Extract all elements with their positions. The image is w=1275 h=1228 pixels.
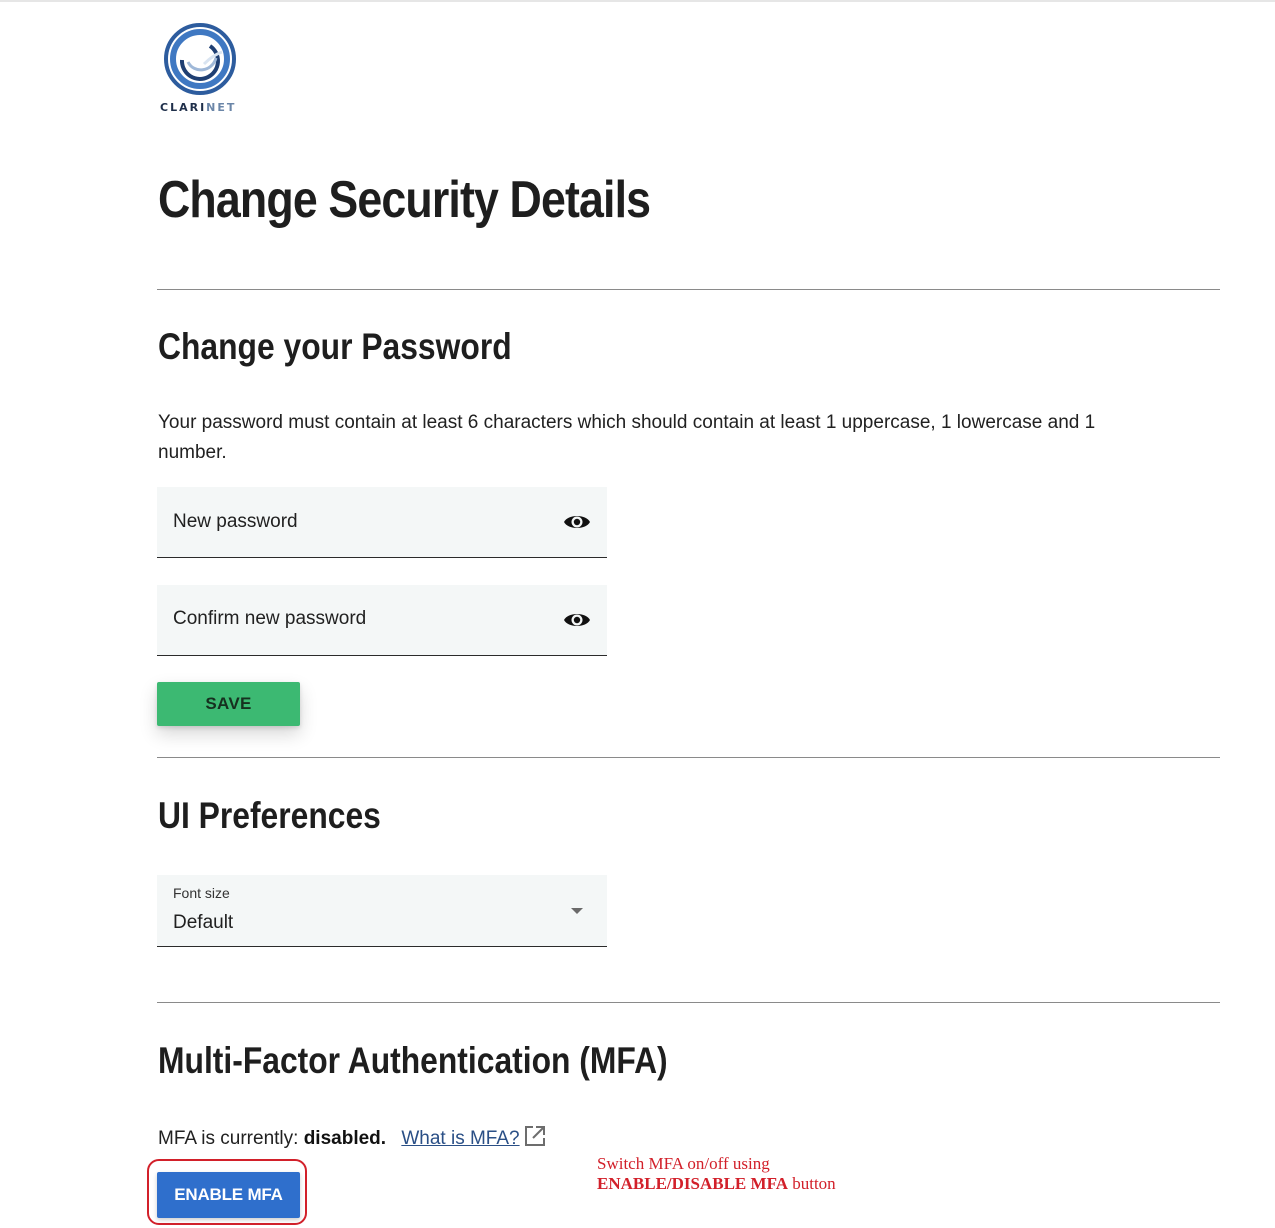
annotation-line-1: Switch MFA on/off using (597, 1154, 770, 1173)
eye-icon[interactable] (563, 512, 591, 532)
mfa-status-value: disabled. (303, 1128, 387, 1149)
annotation-line-2: ENABLE/DISABLE MFA button (597, 1174, 836, 1193)
confirm-password-label: Confirm new password (173, 608, 367, 629)
section-divider (157, 757, 1220, 758)
font-size-select[interactable] (157, 875, 607, 947)
font-size-label: Font size (173, 885, 230, 901)
mfa-status-line (158, 1124, 547, 1150)
eye-icon[interactable] (563, 610, 591, 630)
clarinet-logo-icon (158, 18, 238, 98)
enable-mfa-button[interactable]: ENABLE MFA (157, 1172, 300, 1218)
what-is-mfa-link[interactable]: What is MFA? (401, 1128, 520, 1149)
external-link-icon[interactable] (523, 1124, 547, 1148)
font-size-value: Default (173, 912, 234, 933)
new-password-label: New password (173, 511, 298, 532)
ui-preferences-heading: UI Preferences (158, 795, 381, 836)
top-border (0, 0, 1275, 2)
mfa-section-heading: Multi-Factor Authentication (MFA) (158, 1040, 668, 1081)
page-title: Change Security Details (158, 171, 651, 229)
dropdown-caret-icon[interactable] (571, 908, 583, 914)
password-rules-text: Your password must contain at least 6 characters which should contain at least 1 uppercase, 1 lowercase and 1 number. (158, 412, 1096, 463)
clarinet-logo (158, 18, 244, 118)
section-divider (157, 1002, 1220, 1003)
password-section-heading: Change your Password (158, 326, 512, 367)
section-divider (157, 289, 1220, 290)
new-password-field[interactable] (157, 487, 607, 558)
logo-wordmark: CLARINET (160, 101, 237, 114)
annotation-note (597, 1154, 836, 1194)
mfa-status-prefix: MFA is currently: (158, 1128, 299, 1149)
save-button[interactable]: SAVE (157, 682, 300, 726)
confirm-password-field[interactable] (157, 585, 607, 656)
